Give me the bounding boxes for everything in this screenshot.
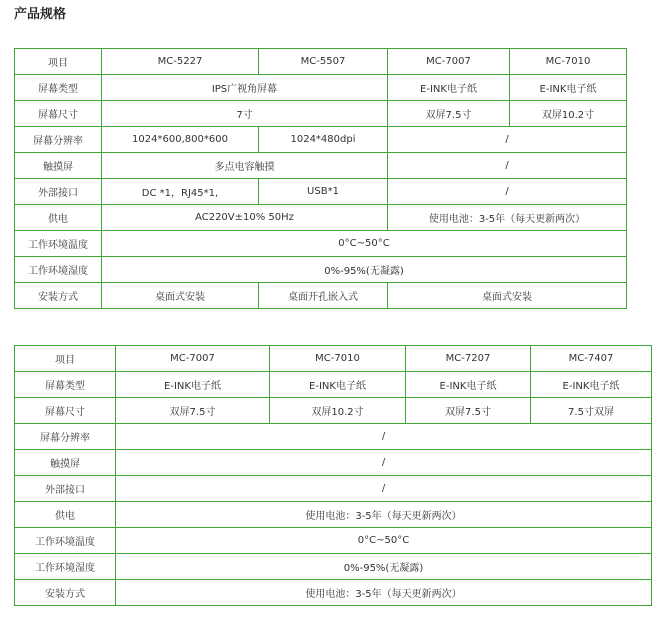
row-label: 屏幕尺寸: [15, 398, 116, 424]
table-row: [15, 153, 627, 179]
table-cell: 双屏7.5寸: [388, 101, 510, 127]
table-cell: /: [116, 476, 652, 502]
row-label: 工作环境湿度: [15, 554, 116, 580]
table-row: [15, 372, 652, 398]
table-cell: 0°C~50°C: [116, 528, 652, 554]
table-cell: E-INK电子纸: [388, 75, 510, 101]
header-cell: MC-5227: [102, 49, 259, 75]
spec-table-1: [14, 48, 627, 309]
table-cell: /: [388, 179, 627, 205]
table-cell: USB*1: [259, 179, 388, 205]
table-cell: 双屏7.5寸: [406, 398, 531, 424]
row-label: 屏幕类型: [15, 372, 116, 398]
table-row: [15, 528, 652, 554]
table-cell: 使用电池：3-5年（每天更新两次）: [116, 580, 652, 606]
table-row: [15, 231, 627, 257]
table-cell: 7寸: [102, 101, 388, 127]
header-cell: MC-7010: [270, 346, 406, 372]
table-cell: E-INK电子纸: [270, 372, 406, 398]
table-cell: 双屏7.5寸: [116, 398, 270, 424]
table-cell: E-INK电子纸: [510, 75, 627, 101]
table-row: [15, 127, 627, 153]
table-cell: /: [116, 450, 652, 476]
table-cell: 0%-95%(无凝露): [102, 257, 627, 283]
table-row: [15, 283, 627, 309]
row-label: 供电: [15, 502, 116, 528]
table-cell: /: [388, 153, 627, 179]
row-label: 供电: [15, 205, 102, 231]
table-cell: 多点电容触摸: [102, 153, 388, 179]
row-label: 屏幕分辨率: [15, 424, 116, 450]
table-row: [15, 476, 652, 502]
table-cell: 桌面式安装: [102, 283, 259, 309]
table-cell: 0°C~50°C: [102, 231, 627, 257]
table-cell: DC *1，RJ45*1,: [102, 179, 259, 205]
row-label: 屏幕类型: [15, 75, 102, 101]
table-row: [15, 580, 652, 606]
table-cell: 1024*600,800*600: [102, 127, 259, 153]
row-label: 屏幕分辨率: [15, 127, 102, 153]
row-label: 安装方式: [15, 580, 116, 606]
table-cell: 使用电池：3-5年（每天更新两次）: [388, 205, 627, 231]
table-row: [15, 205, 627, 231]
row-label: 外部接口: [15, 476, 116, 502]
header-cell: MC-5507: [259, 49, 388, 75]
table-cell: E-INK电子纸: [406, 372, 531, 398]
table-cell: 双屏10.2寸: [270, 398, 406, 424]
row-label: 安装方式: [15, 283, 102, 309]
table-cell: 7.5寸双屏: [531, 398, 652, 424]
section-heading: 产品规格: [14, 7, 67, 22]
table-cell: E-INK电子纸: [531, 372, 652, 398]
table-cell: 桌面开孔嵌入式: [259, 283, 388, 309]
table-row: [15, 450, 652, 476]
row-label: 工作环境湿度: [15, 257, 102, 283]
header-cell: 项目: [15, 346, 116, 372]
table-cell: /: [116, 424, 652, 450]
table-row: [15, 75, 627, 101]
table-cell: AC220V±10% 50Hz: [102, 205, 388, 231]
header-cell: MC-7207: [406, 346, 531, 372]
row-label: 触摸屏: [15, 153, 102, 179]
table-row: [15, 502, 652, 528]
header-cell: 项目: [15, 49, 102, 75]
table-row: [15, 424, 652, 450]
table-row: [15, 554, 652, 580]
header-cell: MC-7007: [116, 346, 270, 372]
table-cell: E-INK电子纸: [116, 372, 270, 398]
table-cell: 使用电池：3-5年（每天更新两次）: [116, 502, 652, 528]
header-cell: MC-7007: [388, 49, 510, 75]
spec-table-2: [14, 345, 652, 606]
row-label: 工作环境温度: [15, 528, 116, 554]
table-cell: 双屏10.2寸: [510, 101, 627, 127]
table-row: [15, 257, 627, 283]
table-cell: IPS广视角屏幕: [102, 75, 388, 101]
table-cell: /: [388, 127, 627, 153]
row-label: 外部接口: [15, 179, 102, 205]
table-row: [15, 101, 627, 127]
table-row: [15, 179, 627, 205]
table-cell: 0%-95%(无凝露): [116, 554, 652, 580]
table-header-row: [15, 346, 652, 372]
row-label: 触摸屏: [15, 450, 116, 476]
header-cell: MC-7407: [531, 346, 652, 372]
row-label: 屏幕尺寸: [15, 101, 102, 127]
table-cell: 桌面式安装: [388, 283, 627, 309]
table-cell: 1024*480dpi: [259, 127, 388, 153]
table-row: [15, 398, 652, 424]
row-label: 工作环境温度: [15, 231, 102, 257]
table-header-row: [15, 49, 627, 75]
header-cell: MC-7010: [510, 49, 627, 75]
